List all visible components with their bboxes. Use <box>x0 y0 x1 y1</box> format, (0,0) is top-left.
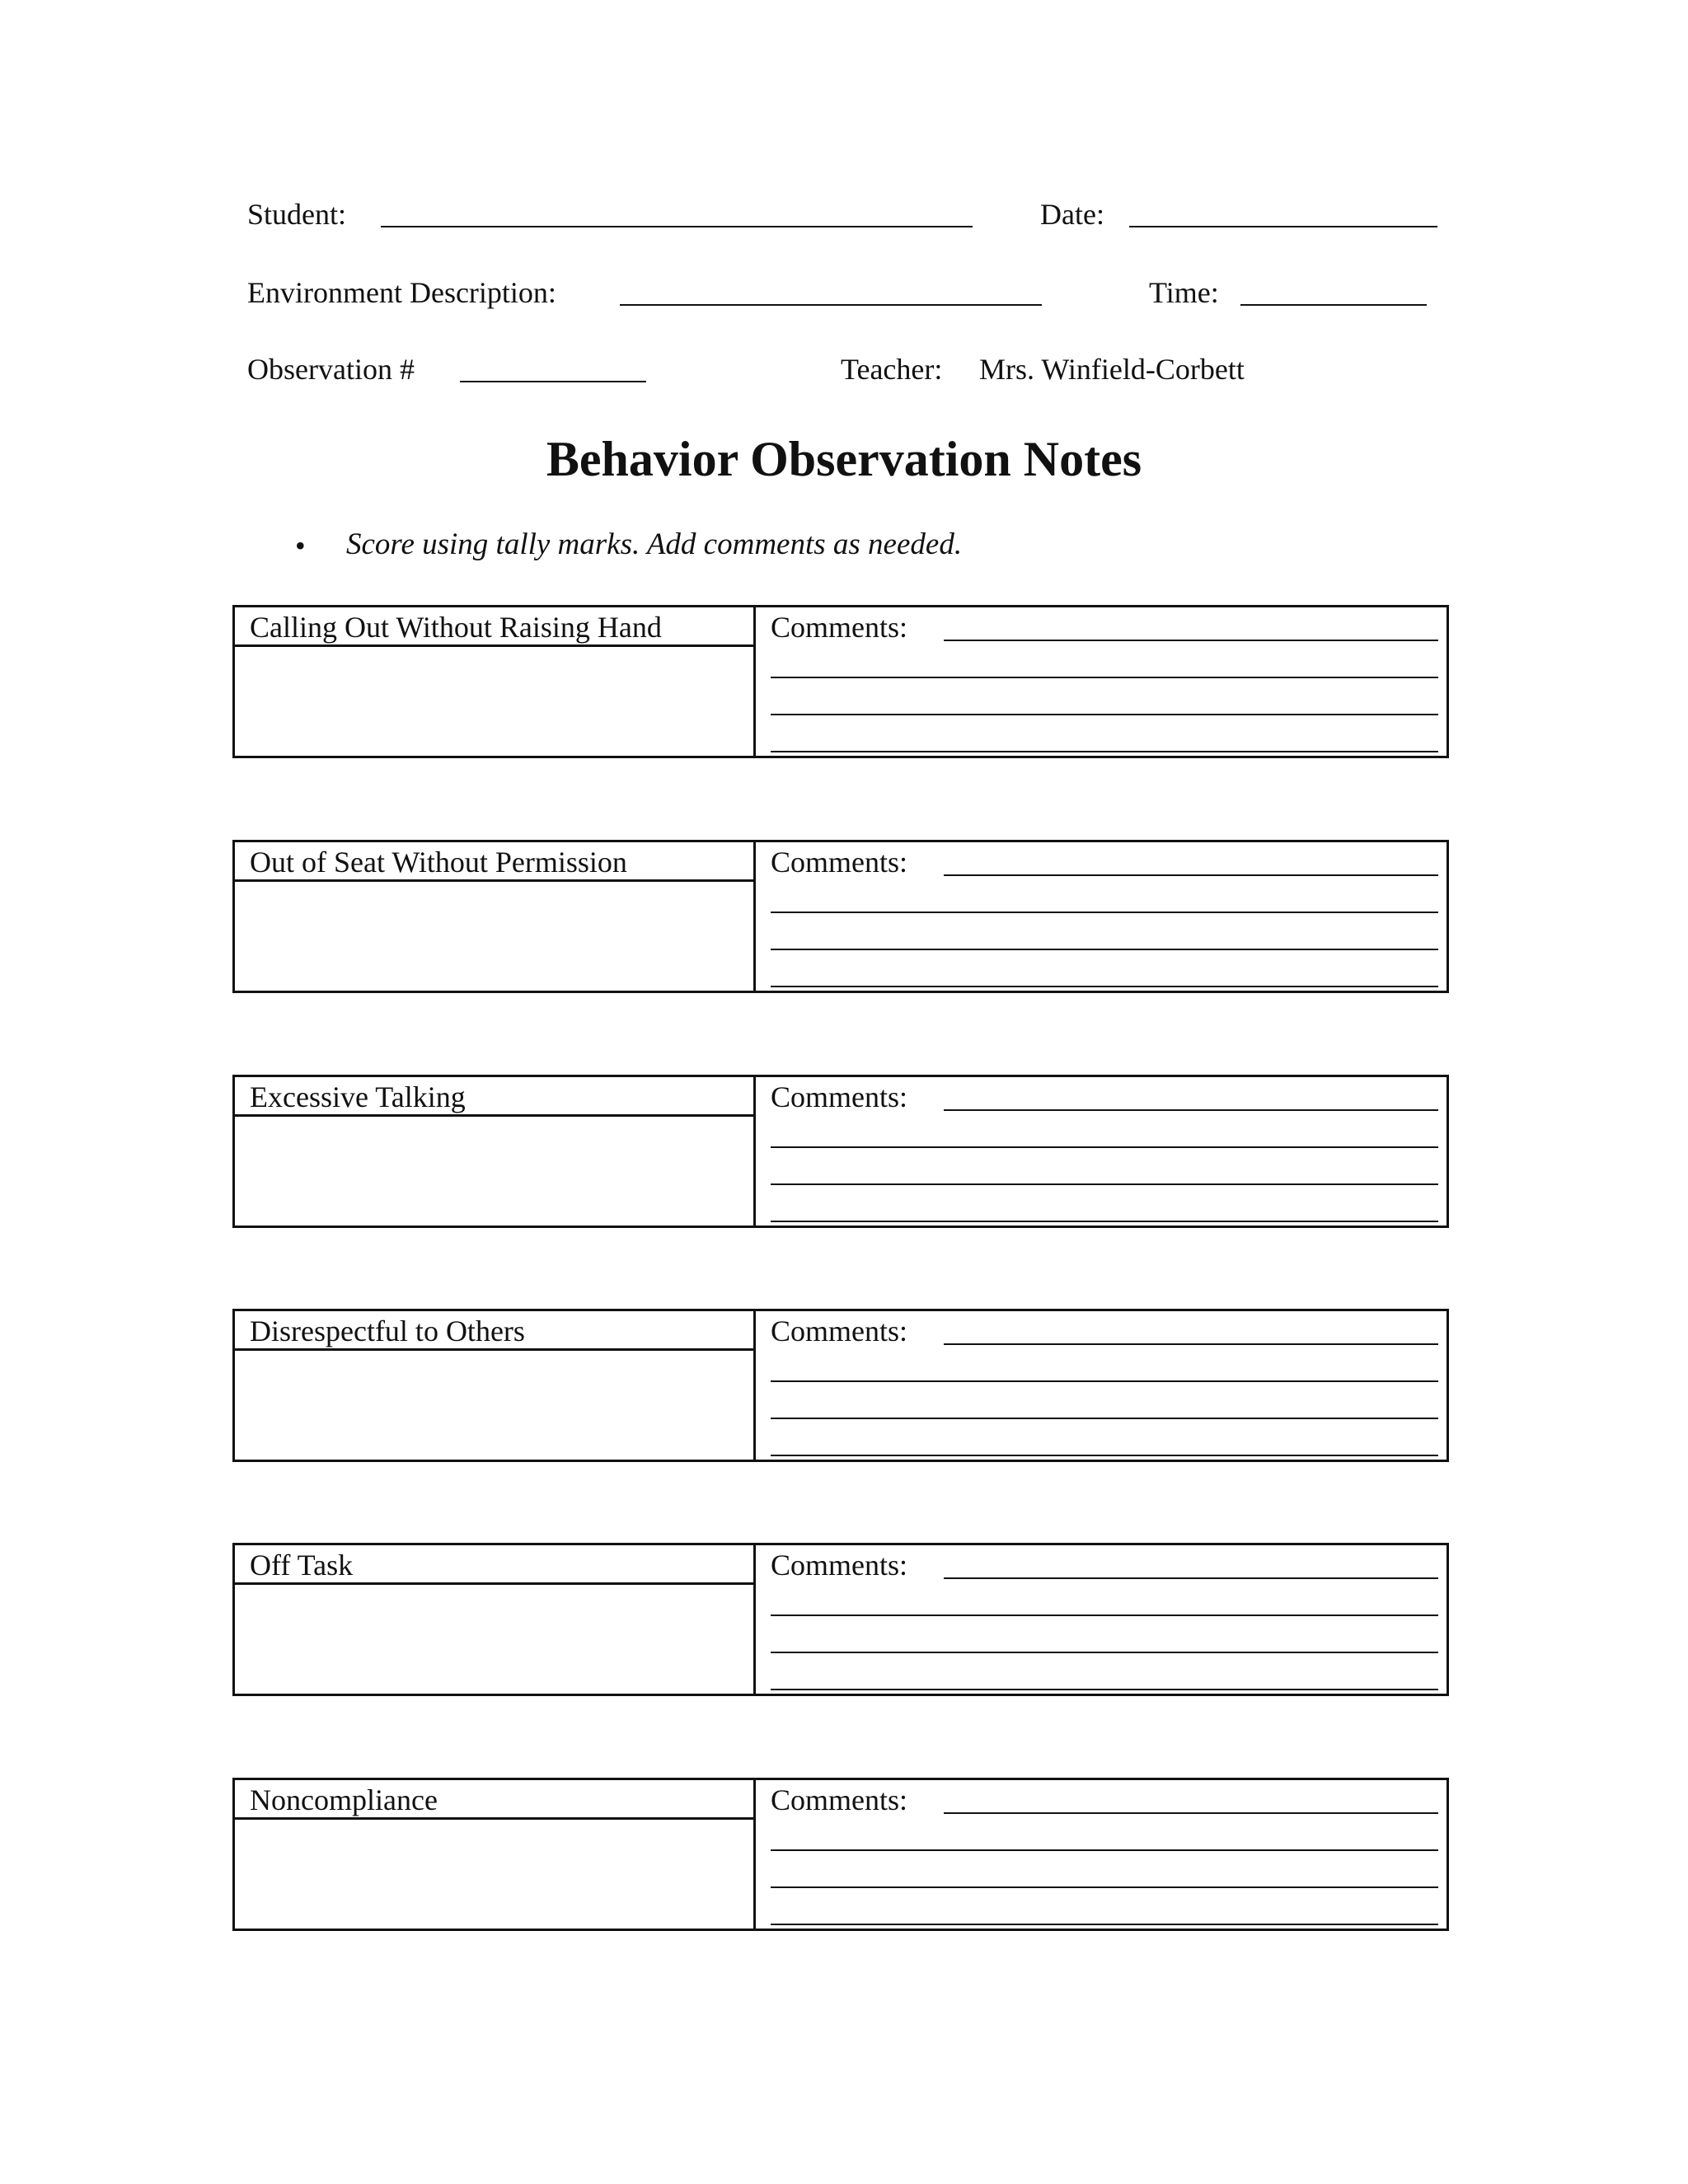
comment-line[interactable] <box>944 874 1438 876</box>
bullet-icon: • <box>295 529 306 562</box>
tally-area[interactable] <box>235 1585 753 1694</box>
student-label: Student: <box>247 198 347 231</box>
behavior-label: Noncompliance <box>250 1783 438 1816</box>
time-label: Time: <box>1149 276 1219 309</box>
comment-line[interactable] <box>944 1343 1438 1345</box>
column-divider <box>753 607 756 756</box>
comment-line[interactable] <box>944 1577 1438 1579</box>
behavior-box <box>232 1309 1449 1462</box>
comment-line[interactable] <box>771 1886 1438 1888</box>
comment-line[interactable] <box>944 640 1438 641</box>
comments-label: Comments: <box>771 1549 908 1582</box>
comment-line[interactable] <box>771 912 1438 913</box>
column-divider <box>753 1545 756 1694</box>
comments-label: Comments: <box>771 1315 908 1347</box>
student-field[interactable] <box>381 226 973 227</box>
comments-label: Comments: <box>771 1783 908 1816</box>
comment-line[interactable] <box>771 1615 1438 1616</box>
comments-label: Comments: <box>771 846 908 879</box>
comment-line[interactable] <box>771 1380 1438 1382</box>
observation-label: Observation # <box>247 353 415 386</box>
tally-area[interactable] <box>235 1820 753 1929</box>
behavior-label-cell <box>235 1077 753 1117</box>
comment-line[interactable] <box>944 1109 1438 1111</box>
behavior-box <box>232 1543 1449 1696</box>
comment-line[interactable] <box>771 1221 1438 1222</box>
tally-area[interactable] <box>235 1117 753 1226</box>
teacher-name: Mrs. Winfield-Corbett <box>979 353 1245 386</box>
comment-line[interactable] <box>771 1418 1438 1419</box>
time-field[interactable] <box>1240 304 1427 306</box>
comment-line[interactable] <box>771 1455 1438 1456</box>
behavior-box <box>232 840 1449 993</box>
behavior-box <box>232 1075 1449 1228</box>
environment-field[interactable] <box>620 304 1042 306</box>
date-field[interactable] <box>1129 226 1437 227</box>
behavior-label: Off Task <box>250 1549 354 1582</box>
comment-line[interactable] <box>771 677 1438 678</box>
teacher-label: Teacher: <box>841 353 943 386</box>
comment-line[interactable] <box>771 986 1438 987</box>
comment-line[interactable] <box>771 751 1438 752</box>
behavior-label: Out of Seat Without Permission <box>250 846 627 879</box>
column-divider <box>753 1311 756 1460</box>
behavior-label-cell <box>235 607 753 647</box>
comment-line[interactable] <box>944 1812 1438 1814</box>
tally-area[interactable] <box>235 647 753 756</box>
comment-line[interactable] <box>771 1849 1438 1851</box>
comment-line[interactable] <box>771 1652 1438 1653</box>
behavior-label-cell <box>235 1780 753 1820</box>
tally-area[interactable] <box>235 1351 753 1460</box>
column-divider <box>753 1077 756 1226</box>
comment-line[interactable] <box>771 1183 1438 1185</box>
behavior-label: Excessive Talking <box>250 1080 466 1113</box>
comment-line[interactable] <box>771 1689 1438 1690</box>
tally-area[interactable] <box>235 882 753 991</box>
behavior-label-cell <box>235 1545 753 1585</box>
instructions-text: Score using tally marks. Add comments as needed. <box>346 527 963 561</box>
comment-line[interactable] <box>771 949 1438 950</box>
comments-label: Comments: <box>771 1080 908 1113</box>
behavior-label-cell <box>235 842 753 882</box>
behavior-box <box>232 605 1449 758</box>
behavior-label: Disrespectful to Others <box>250 1315 525 1347</box>
column-divider <box>753 842 756 991</box>
environment-label: Environment Description: <box>247 276 556 309</box>
behavior-label: Calling Out Without Raising Hand <box>250 611 662 644</box>
behavior-box <box>232 1778 1449 1931</box>
observation-number-field[interactable] <box>460 381 646 382</box>
column-divider <box>753 1780 756 1929</box>
page-title: Behavior Observation Notes <box>546 432 1142 486</box>
comment-line[interactable] <box>771 714 1438 715</box>
comment-line[interactable] <box>771 1924 1438 1925</box>
comment-line[interactable] <box>771 1146 1438 1148</box>
comments-label: Comments: <box>771 611 908 644</box>
date-label: Date: <box>1040 198 1104 231</box>
behavior-label-cell <box>235 1311 753 1351</box>
